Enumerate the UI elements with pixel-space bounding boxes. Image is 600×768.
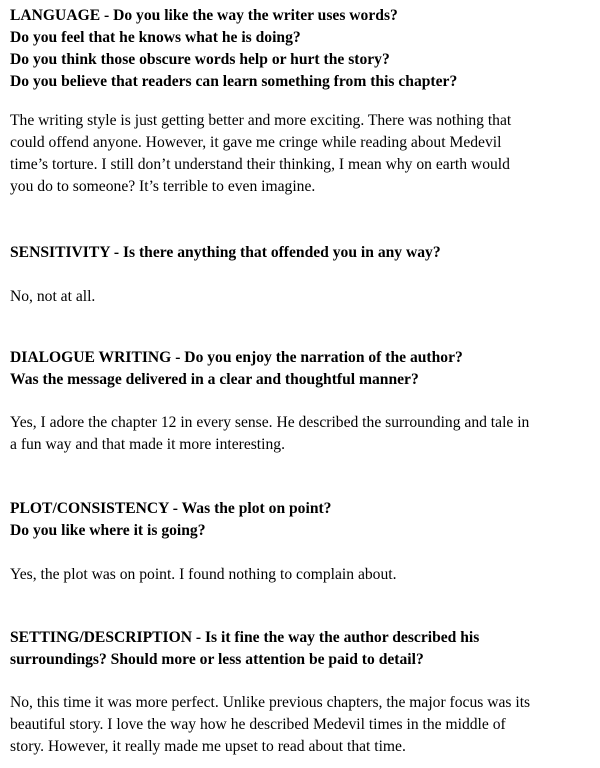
language-question (10, 5, 596, 93)
question-line: Do you like where it is going? (10, 522, 206, 539)
sensitivity-answer (10, 286, 596, 308)
question-line: Was the message delivered in a clear and thoughtful manner? (10, 371, 419, 388)
answer-line: Yes, the plot was on point. I found nothing to complain about. (10, 566, 397, 583)
setting-description-section (10, 627, 596, 758)
answer-line: a fun way and that made it more interesting. (10, 436, 285, 453)
answer-line: could offend anyone. However, it gave me cringe while reading about Medevil (10, 134, 502, 151)
answer-line: No, not at all. (10, 288, 96, 305)
language-section (10, 5, 596, 198)
dialogue-writing-section (10, 347, 596, 456)
question-line: SETTING/DESCRIPTION - Is it fine the way the author described his (10, 629, 480, 646)
answer-line: The writing style is just getting better and more exciting. There was nothing that (10, 112, 512, 129)
answer-line: story. However, it really made me upset to read about that time. (10, 738, 406, 755)
question-line: PLOT/CONSISTENCY - Was the plot on point? (10, 500, 332, 517)
question-line: Do you feel that he knows what he is doing? (10, 29, 301, 46)
answer-line: you do to someone? It’s terrible to even imagine. (10, 178, 316, 195)
language-answer (10, 110, 596, 198)
plot-consistency-answer (10, 564, 596, 586)
question-line: surroundings? Should more or less attention be paid to detail? (10, 651, 424, 668)
setting-description-question (10, 627, 596, 671)
dialogue-writing-question (10, 347, 596, 391)
question-line: DIALOGUE WRITING - Do you enjoy the narration of the author? (10, 349, 463, 366)
dialogue-writing-answer (10, 412, 596, 456)
sensitivity-section (10, 242, 596, 308)
answer-line: time’s torture. I still don’t understand their thinking, I mean why on earth would (10, 156, 510, 173)
answer-line: Yes, I adore the chapter 12 in every sense. He described the surrounding and tale in (10, 414, 530, 431)
sensitivity-question (10, 242, 596, 264)
question-line: LANGUAGE - Do you like the way the writer uses words? (10, 7, 398, 24)
answer-line: beautiful story. I love the way how he described Medevil times in the middle of (10, 716, 506, 733)
answer-line: No, this time it was more perfect. Unlike previous chapters, the major focus was its (10, 694, 531, 711)
setting-description-answer (10, 692, 596, 758)
plot-consistency-section (10, 498, 596, 586)
question-line: SENSITIVITY - Is there anything that offended you in any way? (10, 244, 441, 261)
question-line: Do you think those obscure words help or hurt the story? (10, 51, 390, 68)
question-line: Do you believe that readers can learn something from this chapter? (10, 73, 458, 90)
plot-consistency-question (10, 498, 596, 542)
